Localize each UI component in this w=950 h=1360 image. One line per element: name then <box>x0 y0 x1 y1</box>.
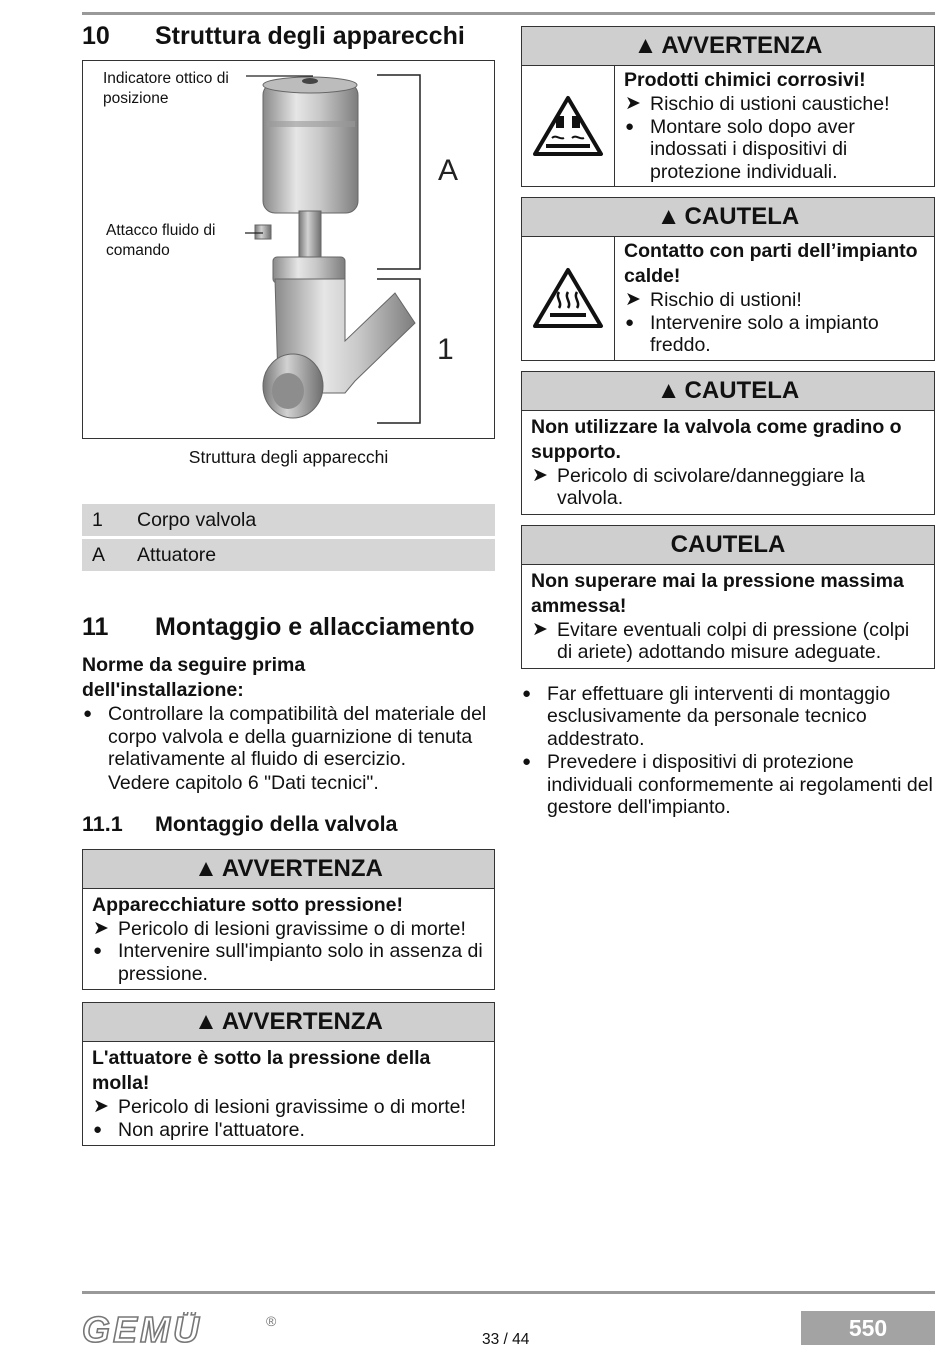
notice-header <box>522 526 934 565</box>
legend-table <box>82 504 495 571</box>
section-11-heading <box>82 611 495 643</box>
notice-header <box>522 372 934 411</box>
section-11-1-heading <box>82 810 495 838</box>
notice-body <box>83 1042 494 1145</box>
page-number: 33 / 44 <box>482 1331 530 1348</box>
registered-mark: ® <box>266 1313 277 1329</box>
arrow-icon: ➤ <box>532 618 548 640</box>
see-chapter-text: Vedere capitolo 6 "Dati tecnici". <box>108 771 379 794</box>
hot-surface-warning-icon <box>522 237 615 360</box>
notice-action: Intervenire solo a impianto freddo. <box>650 311 879 356</box>
footer-rule <box>82 1291 935 1294</box>
bullet-icon: ● <box>83 705 93 722</box>
caution-notice <box>521 371 935 515</box>
bullet-text: Controllare la compatibilità del materiale del corpo valvola e della guarnizione di tenuta relativamente al fluido di esercizio. <box>108 703 487 770</box>
notice-body <box>522 565 934 668</box>
section-title: Struttura degli apparecchi <box>155 22 465 50</box>
notice-title: Prodotti chimici corrosivi! <box>624 69 866 91</box>
notice-header <box>522 198 934 237</box>
left-column <box>82 20 495 1146</box>
caution-notice <box>521 525 935 669</box>
legend-value: Attuatore <box>137 543 217 566</box>
notice-title: Non utilizzare la valvola come gradino o supporto. <box>531 415 902 463</box>
notice-header-label: AVVERTENZA <box>221 854 383 882</box>
bullet-text: Prevedere i dispositivi di protezione individuali conformemente ai regolamenti del gestore dell'impianto. <box>547 751 933 818</box>
corrosive-warning-icon <box>522 66 615 186</box>
notice-header-label: AVVERTENZA <box>661 32 823 59</box>
notice-consequence: Pericolo di lesioni gravissime o di morte! <box>118 917 466 940</box>
bullet-text: Far effettuare gli interventi di montaggio esclusivamente da personale tecnico addestrato. <box>547 682 891 750</box>
notice-consequence: Evitare eventuali colpi di pressione (colpi di ariete) adottando misure adeguate. <box>557 618 910 663</box>
bullet-icon: ● <box>625 313 635 331</box>
notice-title: Apparecchiature sotto pressione! <box>92 893 403 916</box>
warning-notice <box>82 1002 495 1146</box>
notice-header-label: CAUTELA <box>684 203 800 230</box>
arrow-icon: ➤ <box>532 464 548 486</box>
arrow-icon: ➤ <box>93 1096 109 1117</box>
notice-header <box>83 1003 494 1042</box>
caution-notice <box>521 197 935 361</box>
notice-header <box>83 850 494 889</box>
notice-header-label: AVVERTENZA <box>221 1008 383 1035</box>
legend-row <box>82 504 495 536</box>
figure-caption: Struttura degli apparecchi <box>188 447 389 467</box>
warning-triangle-icon: ▲ <box>656 203 681 230</box>
product-number-badge: 550 <box>801 1311 935 1345</box>
list-item <box>521 683 935 751</box>
label-1: 1 <box>437 333 454 366</box>
subsection-title: Montaggio della valvola <box>155 811 398 836</box>
notice-body <box>83 889 494 990</box>
warning-notice <box>82 849 495 991</box>
section-10-heading <box>82 20 495 52</box>
legend-key: A <box>92 543 106 566</box>
logo-text: GEMÜ <box>82 1312 202 1348</box>
warning-triangle-icon: ▲ <box>194 854 218 882</box>
list-item <box>82 703 495 771</box>
label-optical-indicator: Indicatore ottico di posizione <box>103 70 229 107</box>
subsection-number: 11.1 <box>82 811 123 836</box>
notice-consequence: Rischio di ustioni! <box>650 289 802 311</box>
bullet-icon: ● <box>522 684 532 702</box>
bullet-icon: ● <box>522 753 532 770</box>
notice-body <box>522 411 934 514</box>
label-a: A <box>438 154 459 187</box>
label-control-connection: Attacco fluido di comando <box>106 222 216 259</box>
warning-triangle-icon: ▲ <box>633 32 658 59</box>
legend-key: 1 <box>92 508 103 531</box>
list-item <box>521 751 935 819</box>
legend-value: Corpo valvola <box>137 508 257 531</box>
notice-body <box>522 237 934 360</box>
notice-action: Montare solo dopo aver indossati i dispositivi di protezione individuali. <box>650 115 855 183</box>
arrow-icon: ➤ <box>93 917 109 939</box>
bullet-icon: ● <box>93 942 103 959</box>
warning-triangle-icon: ▲ <box>656 376 681 404</box>
notice-title: Non superare mai la pressione massima ammessa! <box>531 569 904 617</box>
bullet-icon: ● <box>93 1120 103 1138</box>
device-structure-figure <box>82 60 495 439</box>
bullet-icon: ● <box>625 117 635 135</box>
notice-consequence: Rischio di ustioni caustiche! <box>650 93 890 115</box>
notice-header-label: CAUTELA <box>670 530 786 558</box>
notice-body <box>522 66 934 186</box>
notice-title: L'attuatore è sotto la pressione della molla! <box>92 1047 431 1094</box>
top-rule <box>82 12 935 15</box>
section-title: Montaggio e allacciamento <box>155 613 475 641</box>
warning-notice <box>521 26 935 187</box>
arrow-icon: ➤ <box>625 93 641 114</box>
notice-action: Non aprire l'attuatore. <box>118 1118 305 1141</box>
arrow-icon: ➤ <box>625 289 641 310</box>
notice-consequence: Pericolo di lesioni gravissime o di morte! <box>118 1096 466 1118</box>
notice-consequence: Pericolo di scivolare/danneggiare la valvola. <box>557 464 865 509</box>
gemu-logo <box>82 1312 282 1353</box>
right-column <box>521 26 935 819</box>
legend-row <box>82 539 495 571</box>
section-number: 11 <box>82 613 109 641</box>
section-number: 10 <box>82 22 110 50</box>
notice-title: Contatto con parti dell’impianto calde! <box>624 240 918 287</box>
install-rules-heading: Norme da seguire prima dell'installazione: <box>82 654 306 701</box>
notice-action: Intervenire sull'impianto solo in assenza di pressione. <box>118 940 483 985</box>
notice-header <box>522 27 934 66</box>
warning-triangle-icon: ▲ <box>194 1008 218 1035</box>
notice-header-label: CAUTELA <box>684 376 800 404</box>
right-bullet-list <box>521 683 935 819</box>
